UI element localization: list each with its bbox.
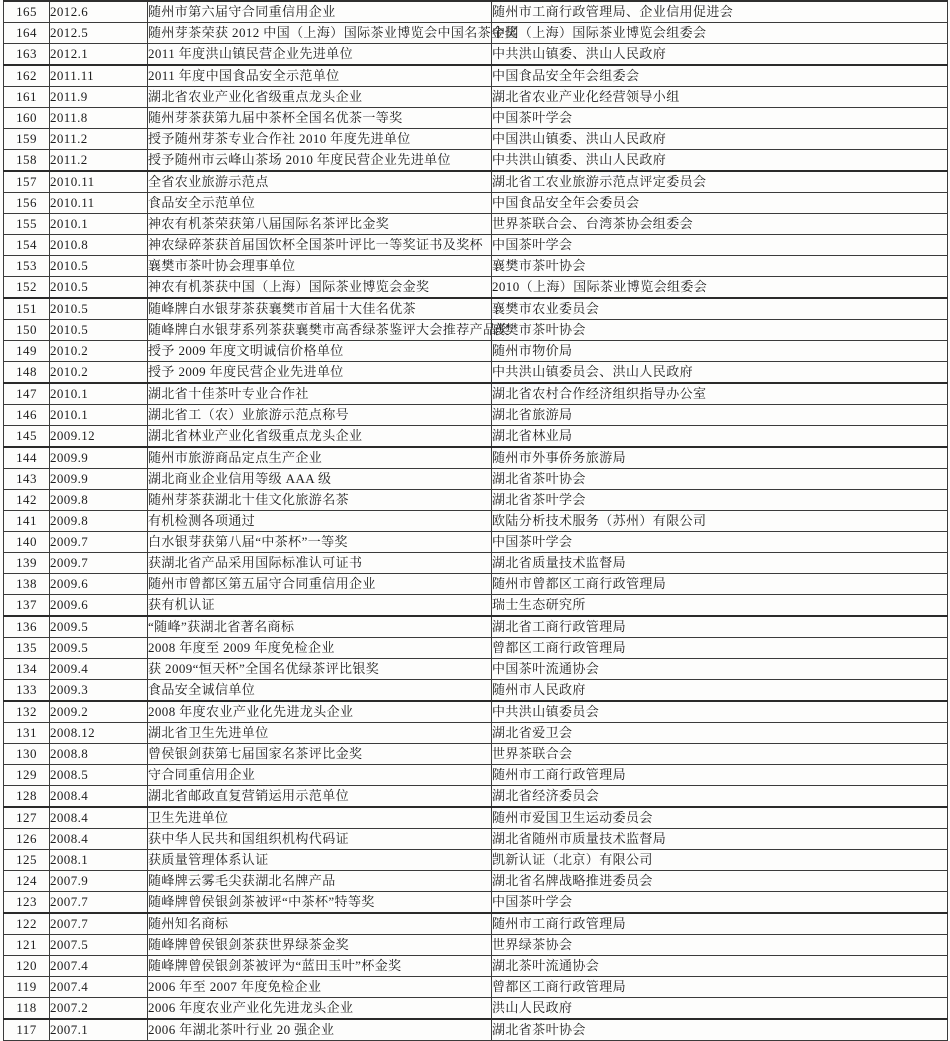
honors-table-body [4,1,948,1041]
table-row [4,405,948,426]
award-title-cell: 神农绿碎茶获首届国饮杯全国茶叶评比一等奖证书及奖杯 [148,235,492,256]
row-number-cell: 121 [4,935,50,956]
award-title-cell: 随州市第六届守合同重信用企业 [148,1,492,23]
table-row [4,744,948,765]
table-row [4,956,948,977]
row-number-cell: 133 [4,680,50,702]
date-cell: 2012.6 [50,1,148,23]
award-title-cell: 2006 年度农业产业化先进龙头企业 [148,998,492,1020]
issuing-organization-cell: 随州市爱国卫生运动委员会 [492,807,948,829]
issuing-organization-cell: 随州市工商行政管理局、企业信用促进会 [492,1,948,23]
date-cell: 2010.1 [50,383,148,405]
row-number-cell: 132 [4,701,50,723]
date-cell: 2012.1 [50,44,148,66]
table-row [4,44,948,66]
award-title-cell: 授予 2009 年度文明诚信价格单位 [148,341,492,362]
table-row [4,1,948,23]
date-cell: 2010.2 [50,341,148,362]
issuing-organization-cell: 湖北省旅游局 [492,405,948,426]
award-title-cell: 2006 年至 2007 年度免检企业 [148,977,492,998]
award-title-cell: 白水银芽获第八届“中茶杯”一等奖 [148,532,492,553]
date-cell: 2008.5 [50,765,148,786]
row-number-cell: 155 [4,214,50,235]
table-row [4,171,948,193]
date-cell: 2009.6 [50,574,148,595]
date-cell: 2009.5 [50,616,148,638]
award-title-cell: 湖北省卫生先进单位 [148,723,492,744]
date-cell: 2009.5 [50,638,148,659]
row-number-cell: 163 [4,44,50,66]
award-title-cell: 随州知名商标 [148,913,492,935]
row-number-cell: 143 [4,469,50,490]
date-cell: 2008.4 [50,807,148,829]
date-cell: 2010.1 [50,214,148,235]
row-number-cell: 135 [4,638,50,659]
award-title-cell: 授予随州芽茶专业合作社 2010 年度先进单位 [148,129,492,150]
table-row [4,850,948,871]
row-number-cell: 152 [4,277,50,299]
issuing-organization-cell: 中国（上海）国际茶业博览会组委会 [492,23,948,44]
row-number-cell: 154 [4,235,50,256]
date-cell: 2007.5 [50,935,148,956]
table-row [4,447,948,469]
row-number-cell: 160 [4,108,50,129]
table-row [4,935,948,956]
issuing-organization-cell: 凯新认证（北京）有限公司 [492,850,948,871]
date-cell: 2009.9 [50,447,148,469]
award-title-cell: 随峰牌曾侯银剑茶被评“中茶杯”特等奖 [148,892,492,914]
issuing-organization-cell: 洪山人民政府 [492,998,948,1020]
date-cell: 2010.2 [50,362,148,384]
table-row [4,913,948,935]
issuing-organization-cell: 中共洪山镇委、洪山人民政府 [492,150,948,172]
award-title-cell: 卫生先进单位 [148,807,492,829]
row-number-cell: 148 [4,362,50,384]
issuing-organization-cell: 湖北省质量技术监督局 [492,553,948,574]
date-cell: 2010.5 [50,298,148,320]
award-title-cell: 获 2009“恒天杯”全国名优绿茶评比银奖 [148,659,492,680]
award-title-cell: 随州芽茶荣获 2012 中国（上海）国际茶业博览会中国名茶金奖 [148,23,492,44]
award-title-cell: 全省农业旅游示范点 [148,171,492,193]
row-number-cell: 139 [4,553,50,574]
date-cell: 2011.8 [50,108,148,129]
row-number-cell: 161 [4,87,50,108]
table-row [4,426,948,448]
table-row [4,150,948,172]
issuing-organization-cell: 湖北省工商行政管理局 [492,616,948,638]
row-number-cell: 157 [4,171,50,193]
row-number-cell: 126 [4,829,50,850]
award-title-cell: 随州市曾都区第五届守合同重信用企业 [148,574,492,595]
date-cell: 2009.9 [50,469,148,490]
row-number-cell: 131 [4,723,50,744]
issuing-organization-cell: 中国食品安全年会委员会 [492,193,948,214]
date-cell: 2010.5 [50,320,148,341]
row-number-cell: 158 [4,150,50,172]
table-row [4,235,948,256]
table-row [4,193,948,214]
date-cell: 2008.12 [50,723,148,744]
issuing-organization-cell: 随州市物价局 [492,341,948,362]
row-number-cell: 144 [4,447,50,469]
issuing-organization-cell: 随州市工商行政管理局 [492,913,948,935]
date-cell: 2009.12 [50,426,148,448]
issuing-organization-cell: 随州市工商行政管理局 [492,765,948,786]
table-row [4,574,948,595]
date-cell: 2009.2 [50,701,148,723]
table-row [4,298,948,320]
table-row [4,87,948,108]
table-row [4,214,948,235]
table-row [4,277,948,299]
table-row [4,320,948,341]
issuing-organization-cell: 世界绿茶协会 [492,935,948,956]
date-cell: 2008.4 [50,786,148,808]
row-number-cell: 164 [4,23,50,44]
row-number-cell: 146 [4,405,50,426]
row-number-cell: 134 [4,659,50,680]
issuing-organization-cell: 襄樊市茶叶协会 [492,320,948,341]
issuing-organization-cell: 湖北省农村合作经济组织指导办公室 [492,383,948,405]
table-row [4,616,948,638]
issuing-organization-cell: 中国茶叶学会 [492,235,948,256]
table-row [4,680,948,702]
issuing-organization-cell: 中共洪山镇委、洪山人民政府 [492,44,948,66]
issuing-organization-cell: 湖北省经济委员会 [492,786,948,808]
table-row [4,723,948,744]
row-number-cell: 118 [4,998,50,1020]
award-title-cell: 曾侯银剑获第七届国家名茶评比金奖 [148,744,492,765]
issuing-organization-cell: 湖北省随州市质量技术监督局 [492,829,948,850]
row-number-cell: 156 [4,193,50,214]
table-row [4,469,948,490]
table-row [4,341,948,362]
award-title-cell: 食品安全诚信单位 [148,680,492,702]
issuing-organization-cell: 随州市曾都区工商行政管理局 [492,574,948,595]
table-row [4,638,948,659]
date-cell: 2010.5 [50,277,148,299]
honors-table [3,0,948,1041]
row-number-cell: 122 [4,913,50,935]
issuing-organization-cell: 湖北省林业局 [492,426,948,448]
award-title-cell: 2008 年度农业产业化先进龙头企业 [148,701,492,723]
row-number-cell: 165 [4,1,50,23]
award-title-cell: 有机检测各项通过 [148,511,492,532]
row-number-cell: 151 [4,298,50,320]
issuing-organization-cell: 中国茶叶学会 [492,532,948,553]
issuing-organization-cell: 曾都区工商行政管理局 [492,977,948,998]
table-row [4,998,948,1020]
date-cell: 2009.6 [50,595,148,617]
table-row [4,383,948,405]
date-cell: 2007.1 [50,1019,148,1041]
row-number-cell: 117 [4,1019,50,1041]
row-number-cell: 138 [4,574,50,595]
row-number-cell: 129 [4,765,50,786]
row-number-cell: 150 [4,320,50,341]
row-number-cell: 162 [4,65,50,87]
table-row [4,511,948,532]
row-number-cell: 159 [4,129,50,150]
award-title-cell: 随州芽茶获湖北十佳文化旅游名茶 [148,490,492,511]
table-row [4,871,948,892]
row-number-cell: 137 [4,595,50,617]
award-title-cell: 2006 年湖北茶叶行业 20 强企业 [148,1019,492,1041]
date-cell: 2007.7 [50,892,148,914]
table-row [4,765,948,786]
date-cell: 2009.7 [50,553,148,574]
table-row [4,807,948,829]
issuing-organization-cell: 欧陆分析技术服务（苏州）有限公司 [492,511,948,532]
row-number-cell: 128 [4,786,50,808]
date-cell: 2011.2 [50,150,148,172]
date-cell: 2009.3 [50,680,148,702]
issuing-organization-cell: 湖北省茶叶协会 [492,469,948,490]
issuing-organization-cell: 湖北省爱卫会 [492,723,948,744]
table-row [4,129,948,150]
row-number-cell: 119 [4,977,50,998]
award-title-cell: 襄樊市茶叶协会理事单位 [148,256,492,277]
award-title-cell: 随州芽茶获第九届中茶杯全国名优茶一等奖 [148,108,492,129]
award-title-cell: 获质量管理体系认证 [148,850,492,871]
date-cell: 2010.11 [50,193,148,214]
issuing-organization-cell: 湖北省工农业旅游示范点评定委员会 [492,171,948,193]
issuing-organization-cell: 中共洪山镇委员会 [492,701,948,723]
row-number-cell: 127 [4,807,50,829]
award-title-cell: 湖北省邮政直复营销运用示范单位 [148,786,492,808]
award-title-cell: 湖北省十佳茶叶专业合作社 [148,383,492,405]
date-cell: 2010.8 [50,235,148,256]
award-title-cell: 随峰牌云雾毛尖获湖北名牌产品 [148,871,492,892]
issuing-organization-cell: 中国茶叶学会 [492,108,948,129]
row-number-cell: 130 [4,744,50,765]
table-row [4,108,948,129]
date-cell: 2011.11 [50,65,148,87]
row-number-cell: 123 [4,892,50,914]
issuing-organization-cell: 2010（上海）国际茶业博览会组委会 [492,277,948,299]
award-title-cell: “随峰”获湖北省著名商标 [148,616,492,638]
table-row [4,65,948,87]
row-number-cell: 140 [4,532,50,553]
table-row [4,595,948,617]
table-row [4,829,948,850]
table-row [4,659,948,680]
award-title-cell: 湖北省农业产业化省级重点龙头企业 [148,87,492,108]
issuing-organization-cell: 中国洪山镇委、洪山人民政府 [492,129,948,150]
row-number-cell: 145 [4,426,50,448]
date-cell: 2010.1 [50,405,148,426]
issuing-organization-cell: 随州市外事侨务旅游局 [492,447,948,469]
date-cell: 2012.5 [50,23,148,44]
award-title-cell: 随峰牌白水银芽系列茶获襄樊市高香绿茶鉴评大会推荐产品奖 [148,320,492,341]
table-row [4,23,948,44]
date-cell: 2010.11 [50,171,148,193]
table-row [4,977,948,998]
date-cell: 2011.9 [50,87,148,108]
issuing-organization-cell: 湖北省名牌战略推进委员会 [492,871,948,892]
award-title-cell: 食品安全示范单位 [148,193,492,214]
table-row [4,553,948,574]
table-row [4,256,948,277]
table-row [4,786,948,808]
award-title-cell: 湖北省工（农）业旅游示范点称号 [148,405,492,426]
date-cell: 2007.9 [50,871,148,892]
date-cell: 2009.4 [50,659,148,680]
award-title-cell: 随峰牌曾侯银剑茶获世界绿茶金奖 [148,935,492,956]
date-cell: 2009.8 [50,490,148,511]
date-cell: 2008.1 [50,850,148,871]
award-title-cell: 神农有机茶获中国（上海）国际茶业博览会金奖 [148,277,492,299]
award-title-cell: 随峰牌白水银芽茶获襄樊市首届十大佳名优茶 [148,298,492,320]
table-row [4,1019,948,1041]
award-title-cell: 神农有机茶荣获第八届国际名茶评比金奖 [148,214,492,235]
date-cell: 2007.4 [50,956,148,977]
date-cell: 2008.4 [50,829,148,850]
award-title-cell: 湖北商业企业信用等级 AAA 级 [148,469,492,490]
issuing-organization-cell: 襄樊市茶叶协会 [492,256,948,277]
issuing-organization-cell: 随州市人民政府 [492,680,948,702]
issuing-organization-cell: 襄樊市农业委员会 [492,298,948,320]
row-number-cell: 149 [4,341,50,362]
award-title-cell: 2011 年度洪山镇民营企业先进单位 [148,44,492,66]
row-number-cell: 142 [4,490,50,511]
issuing-organization-cell: 中共洪山镇委员会、洪山人民政府 [492,362,948,384]
row-number-cell: 147 [4,383,50,405]
award-title-cell: 2008 年度至 2009 年度免检企业 [148,638,492,659]
row-number-cell: 141 [4,511,50,532]
award-title-cell: 随峰牌曾侯银剑茶被评为“蓝田玉叶”杯金奖 [148,956,492,977]
award-title-cell: 授予随州市云峰山茶场 2010 年度民营企业先进单位 [148,150,492,172]
row-number-cell: 125 [4,850,50,871]
issuing-organization-cell: 湖北茶叶流通协会 [492,956,948,977]
table-row [4,701,948,723]
date-cell: 2007.4 [50,977,148,998]
issuing-organization-cell: 世界茶联合会 [492,744,948,765]
award-title-cell: 2011 年度中国食品安全示范单位 [148,65,492,87]
issuing-organization-cell: 世界茶联合会、台湾茶协会组委会 [492,214,948,235]
issuing-organization-cell: 中国茶叶流通协会 [492,659,948,680]
award-title-cell: 授予 2009 年度民营企业先进单位 [148,362,492,384]
award-title-cell: 获中华人民共和国组织机构代码证 [148,829,492,850]
row-number-cell: 136 [4,616,50,638]
issuing-organization-cell: 曾都区工商行政管理局 [492,638,948,659]
issuing-organization-cell: 湖北省茶叶协会 [492,1019,948,1041]
award-title-cell: 随州市旅游商品定点生产企业 [148,447,492,469]
issuing-organization-cell: 湖北省农业产业化经营领导小组 [492,87,948,108]
date-cell: 2009.8 [50,511,148,532]
award-title-cell: 获湖北省产品采用国际标准认可证书 [148,553,492,574]
table-row [4,532,948,553]
date-cell: 2010.5 [50,256,148,277]
issuing-organization-cell: 瑞士生态研究所 [492,595,948,617]
issuing-organization-cell: 中国茶叶学会 [492,892,948,914]
row-number-cell: 120 [4,956,50,977]
issuing-organization-cell: 中国食品安全年会组委会 [492,65,948,87]
award-title-cell: 获有机认证 [148,595,492,617]
date-cell: 2011.2 [50,129,148,150]
date-cell: 2009.7 [50,532,148,553]
table-row [4,892,948,914]
date-cell: 2008.8 [50,744,148,765]
date-cell: 2007.7 [50,913,148,935]
award-title-cell: 湖北省林业产业化省级重点龙头企业 [148,426,492,448]
award-title-cell: 守合同重信用企业 [148,765,492,786]
row-number-cell: 153 [4,256,50,277]
row-number-cell: 124 [4,871,50,892]
issuing-organization-cell: 湖北省茶叶学会 [492,490,948,511]
table-row [4,490,948,511]
date-cell: 2007.2 [50,998,148,1020]
table-row [4,362,948,384]
